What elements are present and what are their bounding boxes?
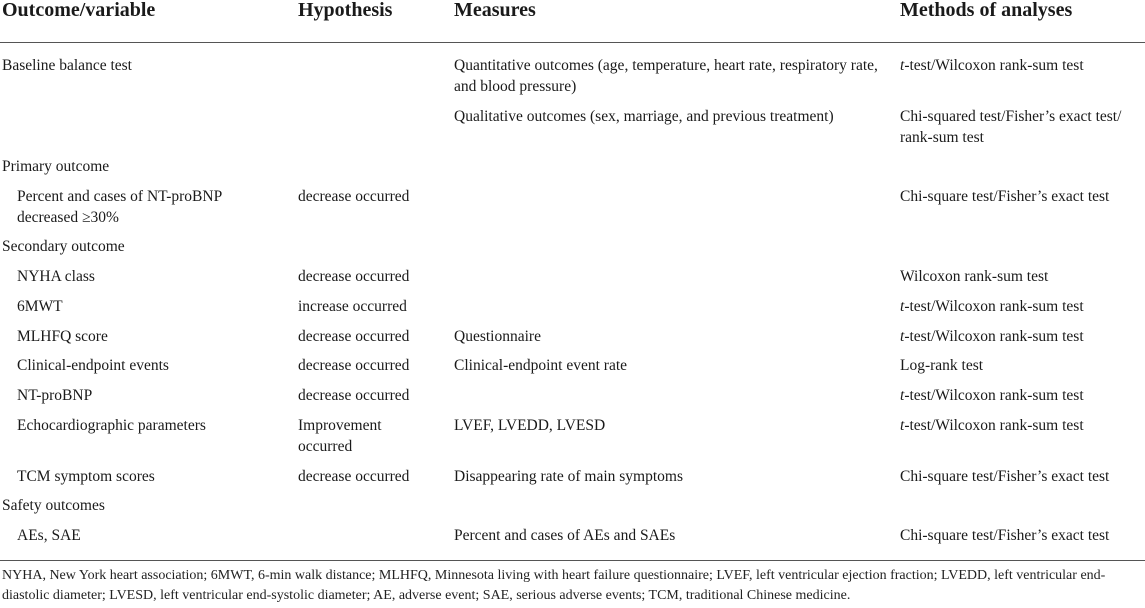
cell-measures: Quantitative outcomes (age, temperature, heart rate, respiratory rate, and blood pressure): [454, 57, 878, 95]
cell-outcome: NT-proBNP: [17, 387, 93, 404]
cell-outcome: MLHFQ score: [17, 328, 108, 345]
cell-hypothesis: decrease occurred: [298, 387, 410, 404]
cell-methods: t-test/Wilcoxon rank-sum test: [900, 328, 1084, 345]
cell-hypothesis: Improvement occurred: [298, 417, 382, 455]
header-outcome: Outcome/variable: [2, 0, 156, 21]
cell-methods: Chi-square test/Fisher’s exact test: [900, 188, 1110, 205]
cell-hypothesis: decrease occurred: [298, 188, 410, 205]
cell-methods: Chi-square test/Fisher’s exact test: [900, 468, 1110, 485]
cell-outcome: Percent and cases of NT-proBNP decreased ≥30%: [17, 188, 222, 226]
section-label: Safety outcomes: [2, 497, 105, 514]
cell-methods: t-test/Wilcoxon rank-sum test: [900, 387, 1084, 404]
cell-outcome: Clinical-endpoint events: [17, 357, 169, 374]
cell-methods: Wilcoxon rank-sum test: [900, 268, 1049, 285]
cell-methods: Log-rank test: [900, 357, 984, 374]
cell-measures: Questionnaire: [454, 328, 541, 345]
section-label: Primary outcome: [2, 158, 110, 175]
cell-outcome: AEs, SAE: [17, 527, 81, 544]
cell-hypothesis: decrease occurred: [298, 357, 410, 374]
cell-methods: Chi-squared test/Fisher’s exact test/ rank-sum test: [900, 108, 1122, 146]
cell-measures: LVEF, LVEDD, LVESD: [454, 417, 606, 434]
cell-outcome: 6MWT: [17, 298, 63, 315]
cell-hypothesis: decrease occurred: [298, 328, 410, 345]
table-bottom-rule: [0, 560, 1145, 561]
header-methods: Methods of analyses: [900, 0, 1073, 21]
cell-measures: Disappearing rate of main symptoms: [454, 468, 684, 485]
cell-measures: Clinical-endpoint event rate: [454, 357, 628, 374]
cell-methods-rest: -test/Wilcoxon rank-sum test: [904, 57, 1084, 74]
section-label: Secondary outcome: [2, 238, 125, 255]
cell-outcome: NYHA class: [17, 268, 95, 285]
cell-methods: t-test/Wilcoxon rank-sum test: [900, 298, 1084, 315]
header-measures: Measures: [454, 0, 536, 21]
table-footnote: NYHA, New York heart association; 6MWT, 6-min walk distance; MLHFQ, Minnesota living with heart failure questionnaire; LVEF, left ventricular ejection fraction; LVEDD, left ventricular end-diastolic diameter; LVESD, left ventricular end-systolic diameter; AE, adverse event; SAE, serious adverse events; TCM, traditional Chinese medicine.: [2, 568, 1106, 603]
cell-hypothesis: decrease occurred: [298, 468, 410, 485]
cell-outcome: Baseline balance test: [2, 57, 132, 74]
cell-measures: Qualitative outcomes (sex, marriage, and previous treatment): [454, 108, 834, 125]
cell-methods: t-test/Wilcoxon rank-sum test: [900, 57, 1084, 74]
cell-hypothesis: decrease occurred: [298, 268, 410, 285]
cell-methods: t-test/Wilcoxon rank-sum test: [900, 417, 1084, 434]
cell-outcome: TCM symptom scores: [17, 468, 155, 485]
cell-measures: Percent and cases of AEs and SAEs: [454, 527, 676, 544]
cell-outcome: Echocardiographic parameters: [17, 417, 206, 434]
cell-methods: Chi-square test/Fisher’s exact test: [900, 527, 1110, 544]
table-header: [0, 0, 1145, 43]
cell-hypothesis: increase occurred: [298, 298, 407, 315]
header-hypothesis: Hypothesis: [298, 0, 393, 21]
